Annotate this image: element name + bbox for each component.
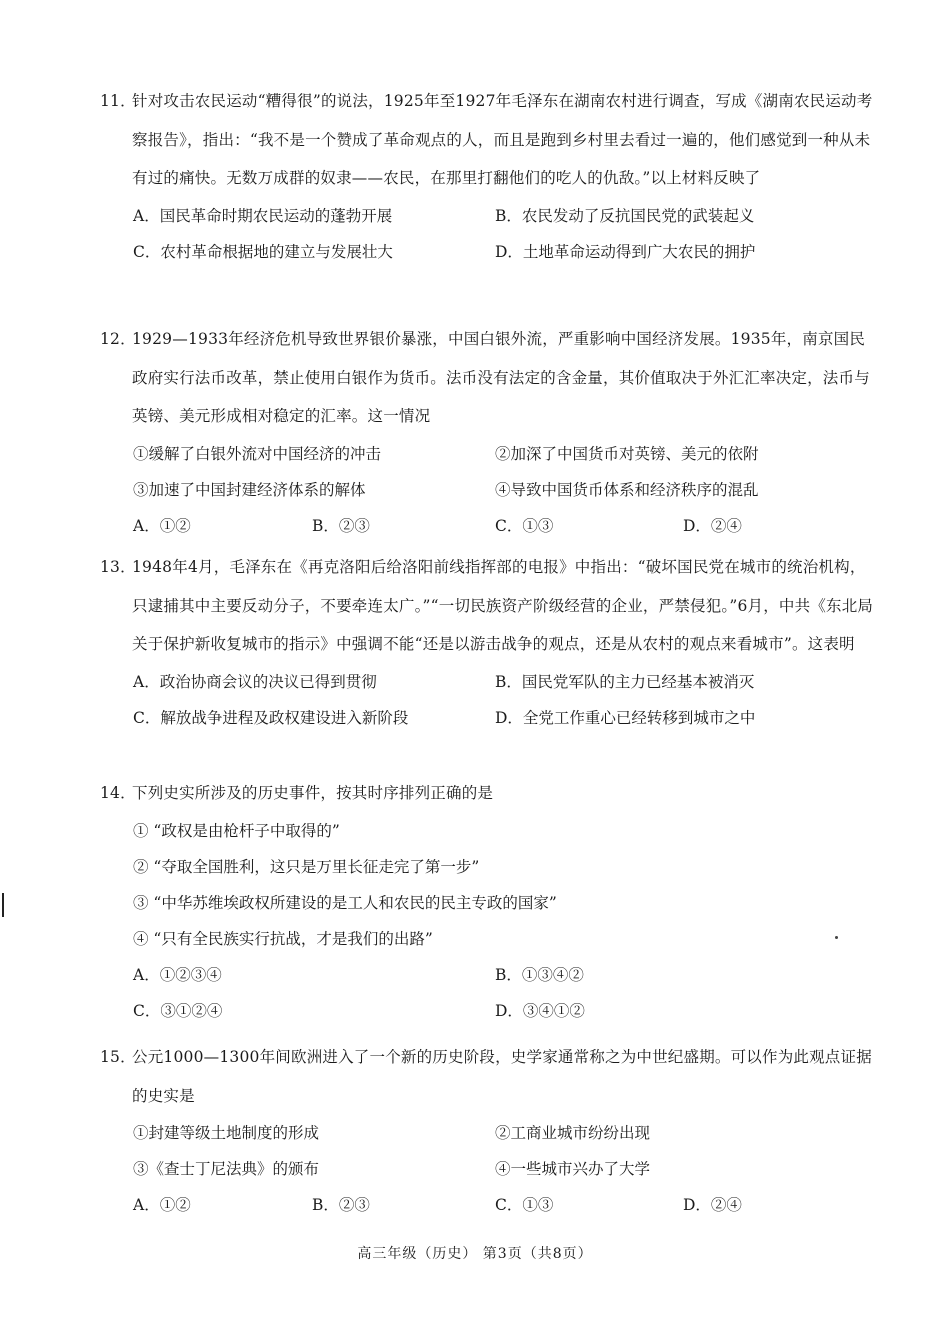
option-b: B．①③④② <box>495 965 584 984</box>
items-row <box>100 472 875 508</box>
item-4: ④一些城市兴办了大学 <box>495 1160 651 1178</box>
option-d: D．③④①② <box>495 1001 585 1020</box>
question-text: 下列史实所涉及的历史事件，按其时序排列正确的是 <box>132 784 494 802</box>
question-15 <box>100 1038 875 1223</box>
question-number: 14． <box>100 784 136 802</box>
item-2: ②加深了中国货币对英镑、美元的依附 <box>495 444 759 463</box>
option-c: C．①③ <box>495 1196 554 1214</box>
item-4: ④导致中国货币体系和经济秩序的混乱 <box>495 480 759 499</box>
question-number: 12． <box>100 330 136 348</box>
option-b: B．②③ <box>312 1196 370 1214</box>
option-a: A．①② <box>133 516 191 535</box>
items-row <box>100 436 875 472</box>
option-c: C．③①②④ <box>133 1001 223 1020</box>
option-b: B．国民党军队的主力已经基本被消灭 <box>495 672 755 691</box>
question-text: 针对攻击农民运动“糟得很”的说法，1925年至1927年毛泽东在湖南农村进行调查，写成《湖南农民运动考察报告》，指出：“我不是一个赞成了革命观点的人，而且是跑到乡村里去看过一遍的，他们感觉到一种从未有过的痛快。无数万成群的奴隶——农民，在那里打翻他们的吃人的仇敌。”以上材料反映了 <box>132 92 873 187</box>
options-row <box>100 700 875 736</box>
option-a: A．①②③④ <box>133 965 222 984</box>
binding-mark <box>2 893 4 917</box>
page-footer: 高三年级（历史） 第3页（共8页） <box>357 1246 593 1262</box>
question-text: 1948年4月，毛泽东在《再克洛阳后给洛阳前线指挥部的电报》中指出：“破坏国民党在城市的统治机构，只逮捕其中主要反动分子，不要牵连太广。”“一切民族资产阶级经营的企业，严禁侵犯。”6月，中共《东北局关于保护新收复城市的指示》中强调不能“还是以游击战争的观点，还是从农村的观点来看城市”。这表明 <box>132 558 874 653</box>
item-3: ③加速了中国封建经济体系的解体 <box>133 480 366 499</box>
option-c: C．解放战争进程及政权建设进入新阶段 <box>133 708 409 727</box>
option-b: B．②③ <box>312 516 370 535</box>
question-number: 13． <box>100 558 136 576</box>
options-row <box>100 993 875 1029</box>
option-d: D．全党工作重心已经转移到城市之中 <box>495 708 756 727</box>
option-a: A．国民革命时期农民运动的蓬勃开展 <box>133 206 393 225</box>
options-row <box>100 234 875 270</box>
items-row <box>100 1115 875 1151</box>
option-a: A．①② <box>133 1196 191 1214</box>
question-stem <box>100 320 875 436</box>
question-stem <box>100 548 875 664</box>
options-row <box>100 198 875 234</box>
option-c: C．农村革命根据地的建立与发展壮大 <box>133 242 393 261</box>
question-14 <box>100 774 875 1029</box>
item-2: ②工商业城市纷纷出现 <box>495 1124 651 1142</box>
item-1: ① “政权是由枪杆子中取得的” <box>133 821 340 840</box>
question-text: 1929—1933年经济危机导致世界银价暴涨，中国白银外流，严重影响中国经济发展。1935年，南京国民政府实行法币改革，禁止使用白银作为货币。法币没有法定的含金量，其价值取决于外汇汇率决定，法币与英镑、美元形成相对稳定的汇率。这一情况 <box>132 330 870 425</box>
question-11 <box>100 82 875 270</box>
options-row <box>100 508 875 544</box>
question-stem <box>100 82 875 198</box>
question-12 <box>100 320 875 544</box>
options-row <box>100 664 875 700</box>
item-4: ④ “只有全民族实行抗战，才是我们的出路” <box>133 929 433 948</box>
item-3: ③ “中华苏维埃政权所建设的是工人和农民的民主专政的国家” <box>133 893 557 912</box>
option-b: B．农民发动了反抗国民党的武装起义 <box>495 206 755 225</box>
question-number: 11． <box>100 92 136 110</box>
item-1: ①缓解了白银外流对中国经济的冲击 <box>133 444 382 463</box>
item-3: ③《查士丁尼法典》的颁布 <box>133 1160 320 1178</box>
options-row <box>100 1187 875 1223</box>
item-2: ② “夺取全国胜利，这只是万里长征走完了第一步” <box>133 857 480 876</box>
question-text: 公元1000—1300年间欧洲进入了一个新的历史阶段，史学家通常称之为中世纪盛期。可以作为此观点证据的史实是 <box>132 1048 872 1105</box>
question-number: 15． <box>100 1048 136 1066</box>
options-row <box>100 957 875 993</box>
option-a: A．政治协商会议的决议已得到贯彻 <box>133 672 377 691</box>
option-d: D．②④ <box>683 516 742 535</box>
item-1: ①封建等级土地制度的形成 <box>133 1124 320 1142</box>
option-d: D．土地革命运动得到广大农民的拥护 <box>495 242 756 261</box>
option-c: C．①③ <box>495 516 554 535</box>
question-stem <box>100 1038 875 1115</box>
option-d: D．②④ <box>683 1196 742 1214</box>
items-row <box>100 1151 875 1187</box>
question-13 <box>100 548 875 736</box>
question-stem <box>100 774 875 813</box>
scan-speck <box>835 936 838 939</box>
